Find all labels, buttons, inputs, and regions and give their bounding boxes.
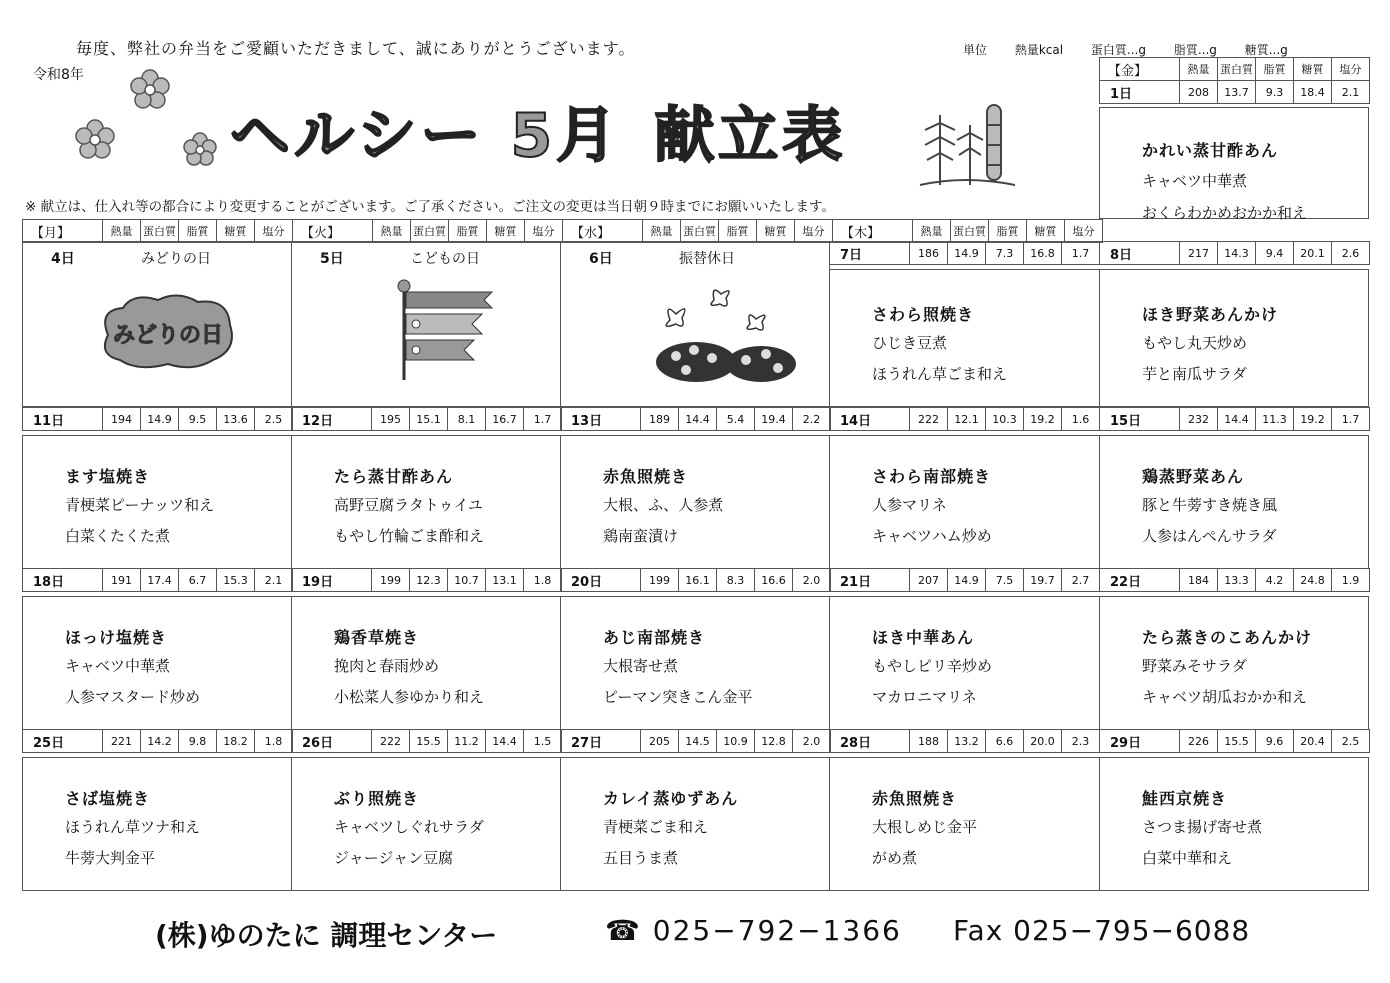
salt-value: 2.3 <box>1062 730 1100 753</box>
day-header-fri: 【金】 <box>1100 58 1180 81</box>
main-dish: さわら照焼き <box>872 305 975 324</box>
salt-value: 2.5 <box>255 408 293 431</box>
notice-text: ※ 献立は、仕入れ等の都合により変更することがございます。ご了承ください。ご注文の変更は当日朝９時までにお願いいたします。 <box>25 199 835 215</box>
units-legend <box>963 41 1312 58</box>
unit-label: 単位 <box>963 43 988 57</box>
fat-value: 8.1 <box>448 408 486 431</box>
fat-value: 8.3 <box>717 569 755 592</box>
kcal-value: 205 <box>641 730 679 753</box>
carb-value: 18.4 <box>1294 81 1332 104</box>
unit-carb: 糖質...g <box>1244 43 1288 57</box>
salt-value: 1.8 <box>255 730 293 753</box>
carb-value: 13.1 <box>486 569 524 592</box>
col-carb: 糖質 <box>487 220 525 243</box>
col-protein: 蛋白質 <box>1218 58 1256 81</box>
side-dish-2: マカロニマリネ <box>872 688 977 706</box>
menu-cell <box>1099 596 1369 730</box>
carb-value: 12.8 <box>755 730 793 753</box>
side-dish-1: ほうれん草ツナ和え <box>65 818 201 836</box>
col-carb: 糖質 <box>757 220 795 243</box>
page-title <box>230 88 846 174</box>
era-year: 令和8年 <box>33 67 84 83</box>
menu-cell-8 <box>1099 269 1369 407</box>
side-dish-2: 白菜中華和え <box>1142 849 1233 867</box>
kcal-value: 232 <box>1180 408 1218 431</box>
salt-value: 2.0 <box>793 730 831 753</box>
kcal-value: 207 <box>910 569 948 592</box>
nutrition-row <box>560 568 831 592</box>
side-dish-1: キャベツ中華煮 <box>1142 172 1248 190</box>
col-fat: 脂質 <box>1256 58 1294 81</box>
nutrition-row <box>22 729 293 753</box>
fat-value: 9.4 <box>1256 242 1294 265</box>
protein-value: 15.5 <box>1218 730 1256 753</box>
kcal-value: 189 <box>641 408 679 431</box>
kcal-value: 221 <box>103 730 141 753</box>
fat-value: 5.4 <box>717 408 755 431</box>
carb-value: 19.7 <box>1024 569 1062 592</box>
kcal-value: 194 <box>103 408 141 431</box>
fat-value: 9.3 <box>1256 81 1294 104</box>
menu-cell <box>1099 435 1369 569</box>
protein-value: 13.3 <box>1218 569 1256 592</box>
salt-value: 2.0 <box>793 569 831 592</box>
kcal-value: 188 <box>910 730 948 753</box>
fat-value: 10.9 <box>717 730 755 753</box>
menu-cell <box>829 435 1100 569</box>
fat-value: 4.2 <box>1256 569 1294 592</box>
side-dish-2: キャベツハム炒め <box>872 527 992 545</box>
date-label: 4日 <box>51 251 75 267</box>
butterflies-flowers-icon <box>656 284 796 384</box>
salt-value: 1.8 <box>524 569 562 592</box>
nutrition-row <box>1099 407 1370 431</box>
date-label: 20日 <box>561 569 641 592</box>
menu-cell-1 <box>1099 107 1369 222</box>
kcal-value: 222 <box>910 408 948 431</box>
side-dish-1: 野菜みそサラダ <box>1142 657 1247 675</box>
nutrition-row <box>22 568 293 592</box>
side-dish-1: ひじき豆煮 <box>872 334 948 352</box>
kcal-value: 186 <box>910 242 948 265</box>
side-dish-2: 牛蒡大判金平 <box>65 849 156 867</box>
fat-value: 6.6 <box>986 730 1024 753</box>
carb-value: 16.6 <box>755 569 793 592</box>
holiday-name: 振替休日 <box>679 251 735 267</box>
carb-value: 20.4 <box>1294 730 1332 753</box>
day-header-mon: 【月】 <box>23 220 103 243</box>
nutrition-row <box>1099 568 1370 592</box>
kcal-value: 226 <box>1180 730 1218 753</box>
col-fat: 脂質 <box>719 220 757 243</box>
fat-value: 7.5 <box>986 569 1024 592</box>
date-label: 8日 <box>1100 242 1180 265</box>
day-header-thu: 【木】 <box>833 220 913 243</box>
date-label: 29日 <box>1100 730 1180 753</box>
salt-value: 1.7 <box>524 408 562 431</box>
salt-value: 1.5 <box>524 730 562 753</box>
unit-kcal: 熱量kcal <box>1014 43 1064 57</box>
carb-value: 24.8 <box>1294 569 1332 592</box>
nutrition-row <box>829 407 1100 431</box>
protein-value: 16.1 <box>679 569 717 592</box>
col-kcal: 熱量 <box>1180 58 1218 81</box>
fat-value: 7.3 <box>986 242 1024 265</box>
main-dish: カレイ蒸ゆずあん <box>603 789 739 808</box>
col-protein: 蛋白質 <box>141 220 179 243</box>
col-fat: 脂質 <box>179 220 217 243</box>
date-label: 11日 <box>23 408 103 431</box>
carb-value: 19.4 <box>755 408 793 431</box>
date-label: 6日 <box>589 251 613 267</box>
main-dish: 赤魚照焼き <box>603 467 689 486</box>
col-salt: 塩分 <box>255 220 293 243</box>
col-salt: 塩分 <box>525 220 563 243</box>
protein-value: 14.4 <box>679 408 717 431</box>
main-dish: ほっけ塩焼き <box>65 628 168 647</box>
col-carb: 糖質 <box>217 220 255 243</box>
main-dish: ぶり照焼き <box>334 789 420 808</box>
date-label: 27日 <box>561 730 641 753</box>
menu-cell <box>291 596 561 730</box>
date-label: 22日 <box>1100 569 1180 592</box>
salt-value: 1.7 <box>1062 242 1100 265</box>
protein-value: 12.3 <box>410 569 448 592</box>
nutrition-row <box>829 568 1100 592</box>
side-dish-2: 人参マスタード炒め <box>65 688 201 706</box>
friday-header-table <box>1099 57 1370 104</box>
salt-value: 2.2 <box>793 408 831 431</box>
kcal-value: 199 <box>372 569 410 592</box>
col-kcal: 熱量 <box>643 220 681 243</box>
nutrition-row-week2 <box>829 241 1370 265</box>
menu-cell <box>560 435 830 569</box>
col-carb: 糖質 <box>1294 58 1332 81</box>
date-label: 7日 <box>830 242 910 265</box>
main-dish: 鶏蒸野菜あん <box>1142 467 1245 486</box>
fat-value: 11.3 <box>1256 408 1294 431</box>
kcal-value: 199 <box>641 569 679 592</box>
date-label: 28日 <box>830 730 910 753</box>
protein-value: 13.2 <box>948 730 986 753</box>
side-dish-1: 挽肉と春雨炒め <box>334 657 440 675</box>
holiday-cell-6 <box>560 241 830 407</box>
protein-value: 17.4 <box>141 569 179 592</box>
telephone-icon: ☎ <box>605 914 642 947</box>
fat-value: 11.2 <box>448 730 486 753</box>
side-dish-2: ピーマン突きこん金平 <box>603 688 753 706</box>
carb-value: 14.4 <box>486 730 524 753</box>
side-dish-1: 青梗菜ごま和え <box>603 818 709 836</box>
protein-value: 12.1 <box>948 408 986 431</box>
side-dish-1: キャベツしぐれサラダ <box>334 818 484 836</box>
fat-value: 10.7 <box>448 569 486 592</box>
protein-value: 14.3 <box>1218 242 1256 265</box>
main-dish: 鶏香草焼き <box>334 628 420 647</box>
unit-fat: 脂質...g <box>1173 43 1217 57</box>
date-label: 25日 <box>23 730 103 753</box>
nutrition-row <box>560 729 831 753</box>
holiday-name: みどりの日 <box>141 251 211 267</box>
nutrition-row <box>291 568 562 592</box>
main-dish: ます塩焼き <box>65 467 151 486</box>
kcal-value: 195 <box>372 408 410 431</box>
title-month: 5月 <box>510 101 621 171</box>
phone-number <box>605 914 902 947</box>
side-dish-2: キャベツ胡瓜おかか和え <box>1142 688 1308 706</box>
date-label: 1日 <box>1100 81 1180 104</box>
carb-value: 16.8 <box>1024 242 1062 265</box>
carb-value: 15.3 <box>217 569 255 592</box>
date-label: 26日 <box>292 730 372 753</box>
col-protein: 蛋白質 <box>681 220 719 243</box>
salt-value: 2.1 <box>255 569 293 592</box>
menu-cell <box>291 757 561 891</box>
menu-cell <box>560 757 830 891</box>
main-dish: ほき中華あん <box>872 628 975 647</box>
salt-value: 1.7 <box>1332 408 1370 431</box>
side-dish-2: がめ煮 <box>872 849 918 867</box>
menu-cell-7 <box>829 269 1100 407</box>
main-dish: かれい蒸甘酢あん <box>1142 141 1279 160</box>
menu-cell <box>1099 757 1369 891</box>
kcal-value: 217 <box>1180 242 1218 265</box>
fat-value: 6.7 <box>179 569 217 592</box>
protein-value: 15.1 <box>410 408 448 431</box>
col-salt: 塩分 <box>1332 58 1370 81</box>
col-kcal: 熱量 <box>373 220 411 243</box>
nutrition-row <box>291 729 562 753</box>
side-dish-2: おくらわかめおかか和え <box>1142 204 1308 222</box>
carb-value: 19.2 <box>1024 408 1062 431</box>
day-header-tue: 【火】 <box>293 220 373 243</box>
nutrition-row <box>1099 729 1370 753</box>
kcal-value: 222 <box>372 730 410 753</box>
title-healthy: ヘルシー <box>230 101 485 171</box>
side-dish-1: 人参マリネ <box>872 496 947 514</box>
protein-value: 15.5 <box>410 730 448 753</box>
phone-value: 025−792−1366 <box>652 914 902 947</box>
nutrition-row <box>560 407 831 431</box>
salt-value: 2.5 <box>1332 730 1370 753</box>
side-dish-1: キャベツ中華煮 <box>65 657 171 675</box>
side-dish-2: 人参はんぺんサラダ <box>1142 527 1277 545</box>
protein-value: 13.7 <box>1218 81 1256 104</box>
main-dish: 鮭西京焼き <box>1142 789 1228 808</box>
date-label: 5日 <box>320 251 344 267</box>
side-dish-2: 白菜くたくた煮 <box>65 527 171 545</box>
menu-cell <box>829 757 1100 891</box>
menu-cell <box>291 435 561 569</box>
side-dish-1: もやしピリ辛炒め <box>872 657 993 675</box>
salt-value: 2.1 <box>1332 81 1370 104</box>
side-dish-2: 鶏南蛮漬け <box>603 527 679 545</box>
col-salt: 塩分 <box>1065 220 1103 243</box>
side-dish-2: 小松菜人参ゆかり和え <box>334 688 485 706</box>
date-label: 18日 <box>23 569 103 592</box>
side-dish-2: ジャージャン豆腐 <box>334 849 454 867</box>
main-dish: さば塩焼き <box>65 789 151 808</box>
koinobori-carp-streamer-icon <box>392 278 512 384</box>
fat-value: 9.5 <box>179 408 217 431</box>
date-label: 19日 <box>292 569 372 592</box>
badge-text: みどりの日 <box>112 323 224 348</box>
carb-value: 18.2 <box>217 730 255 753</box>
menu-cell <box>22 596 292 730</box>
main-dish: あじ南部焼き <box>603 628 706 647</box>
title-menu: 献立表 <box>654 101 847 171</box>
kcal-value: 191 <box>103 569 141 592</box>
kcal-value: 184 <box>1180 569 1218 592</box>
midori-no-hi-badge-icon <box>98 290 238 372</box>
side-dish-2: もやし竹輪ごま酢和え <box>334 527 485 545</box>
col-carb: 糖質 <box>1027 220 1065 243</box>
holiday-cell-5 <box>291 241 561 407</box>
greeting-text: 毎度、弊社の弁当をご愛顧いただきまして、誠にありがとうございます。 <box>76 39 636 58</box>
col-protein: 蛋白質 <box>411 220 449 243</box>
protein-value: 14.2 <box>141 730 179 753</box>
side-dish-1: 大根寄せ煮 <box>603 657 679 675</box>
side-dish-2: 五目うま煮 <box>603 849 679 867</box>
protein-value: 14.4 <box>1218 408 1256 431</box>
fat-value: 9.6 <box>1256 730 1294 753</box>
side-dish-1: 豚と牛蒡すき焼き風 <box>1142 496 1278 514</box>
salt-value: 2.6 <box>1332 242 1370 265</box>
menu-cell <box>560 596 830 730</box>
salt-value: 1.6 <box>1062 408 1100 431</box>
carb-value: 19.2 <box>1294 408 1332 431</box>
main-dish: 赤魚照焼き <box>872 789 958 808</box>
horsetail-plant-icon <box>915 95 1020 190</box>
menu-cell <box>22 757 292 891</box>
kcal-value: 208 <box>1180 81 1218 104</box>
menu-cell <box>829 596 1100 730</box>
side-dish-1: 青梗菜ピーナッツ和え <box>65 496 215 514</box>
fat-value: 10.3 <box>986 408 1024 431</box>
side-dish-1: もやし丸天炒め <box>1142 334 1248 352</box>
main-dish: たら蒸甘酢あん <box>334 467 454 486</box>
company-name: (株)ゆのたに 調理センター <box>155 919 498 952</box>
salt-value: 1.9 <box>1332 569 1370 592</box>
main-dish: さわら南部焼き <box>872 467 992 486</box>
carb-value: 20.1 <box>1294 242 1332 265</box>
date-label: 21日 <box>830 569 910 592</box>
date-label: 15日 <box>1100 408 1180 431</box>
side-dish-2: ほうれん草ごま和え <box>872 365 1008 383</box>
carb-value: 20.0 <box>1024 730 1062 753</box>
main-dish: ほき野菜あんかけ <box>1142 305 1279 324</box>
protein-value: 14.5 <box>679 730 717 753</box>
side-dish-1: 高野豆腐ラタトゥイユ <box>334 496 483 514</box>
col-kcal: 熱量 <box>913 220 951 243</box>
nutrition-row <box>22 407 293 431</box>
protein-value: 14.9 <box>948 569 986 592</box>
unit-protein: 蛋白質...g <box>1090 43 1146 57</box>
side-dish-1: 大根、ふ、人参煮 <box>603 496 724 514</box>
carb-value: 13.6 <box>217 408 255 431</box>
carb-value: 16.7 <box>486 408 524 431</box>
fax-number: Fax 025−795−6088 <box>953 914 1251 947</box>
weekday-header-table <box>22 219 1103 243</box>
col-kcal: 熱量 <box>103 220 141 243</box>
side-dish-2: 芋と南瓜サラダ <box>1142 365 1247 383</box>
fat-value: 9.8 <box>179 730 217 753</box>
holiday-cell-4 <box>22 241 292 407</box>
day-header-wed: 【水】 <box>563 220 643 243</box>
flower-decoration-icon <box>65 65 225 175</box>
main-dish: たら蒸きのこあんかけ <box>1142 628 1313 647</box>
date-label: 12日 <box>292 408 372 431</box>
menu-cell <box>22 435 292 569</box>
col-fat: 脂質 <box>449 220 487 243</box>
date-label: 14日 <box>830 408 910 431</box>
nutrition-row <box>829 729 1100 753</box>
protein-value: 14.9 <box>141 408 179 431</box>
protein-value: 14.9 <box>948 242 986 265</box>
side-dish-1: 大根しめじ金平 <box>872 818 978 836</box>
salt-value: 2.7 <box>1062 569 1100 592</box>
col-salt: 塩分 <box>795 220 833 243</box>
side-dish-1: さつま揚げ寄せ煮 <box>1142 818 1263 836</box>
date-label: 13日 <box>561 408 641 431</box>
holiday-name: こどもの日 <box>410 251 480 267</box>
col-fat: 脂質 <box>989 220 1027 243</box>
nutrition-row <box>291 407 562 431</box>
col-protein: 蛋白質 <box>951 220 989 243</box>
